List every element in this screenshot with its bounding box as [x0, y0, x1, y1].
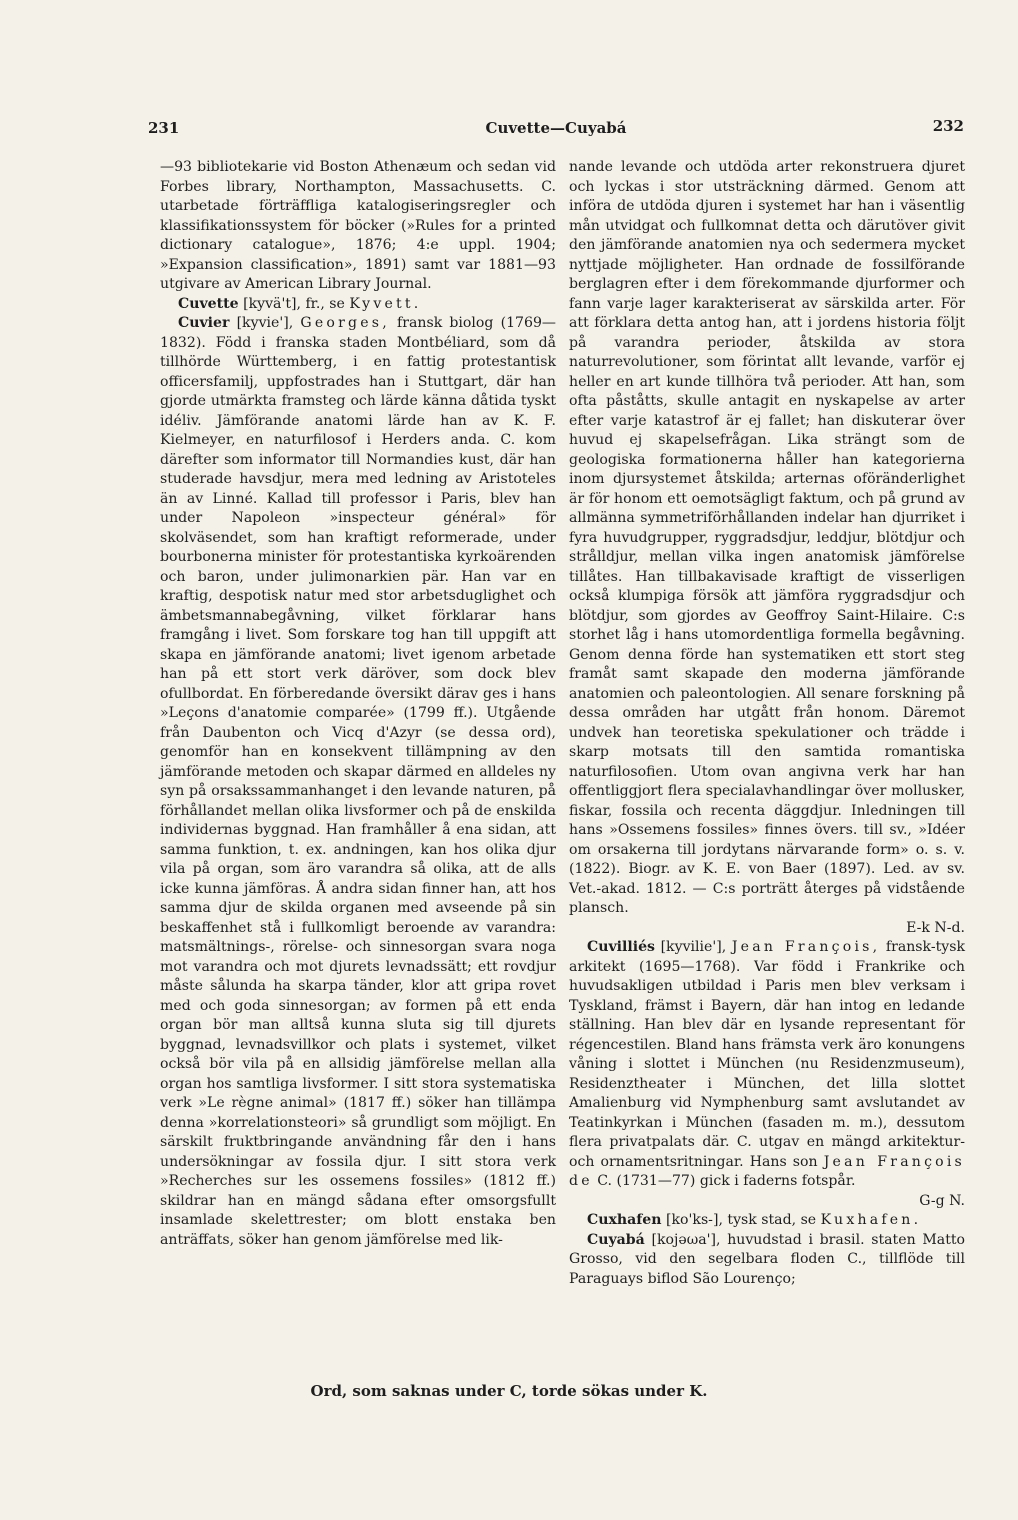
- entry-cuxhafen: [569, 1211, 965, 1231]
- cuvillies-text: fransk-tysk arkitekt (1695—1768). Var född i Frankrike och huvudsakligen utbildad i Paris men blev verksam i Tyskland, främst i Bayern, där han intog en ledande ställning. Han blev där en lysande representant för régencestilen. Bland hans främsta verk äro konungens våning i slottet i München (nu Residenzmuseum), Residenztheater i München, det lilla slottet Amalienburg vid Nymphenburg samt avslutandet av Teatinkyrkan i München (fasaden m. m.), dessutom flera privatpalats där. C. utgav en mängd arkitektur- och ornamentsritningar. Hans son: [569, 939, 965, 1170]
- cuvette-text: [kyvä't], fr., se: [243, 295, 345, 312]
- cuvier-text: fransk biolog (1769—1832). Född i franska staden Montbéliard, som då tillhörde Württemberg, i en fattig protestantisk officersfamilj, uppfostrades han i Stuttgart, där han gjorde utmärkta framsteg och lärde känna dåtida tyskt idéliv. Jämförande anatomi lärde han av K. F. Kielmeyer, en naturfilosof i Herders anda. C. kom därefter som informator till Normandies kust, där han studerade havsdjur, mera med ledning av Aristoteles än av Linné. Kallad till professor i Paris, blev han under Napoleon »inspecteur général» för skolväsendet, som han kraftigt reformerade, under bourbonerna minister för protestantiska kyrkoärenden och baron, under julimonarkien pär. Han var en kraftig, despotisk natur med stor arbetsduglighet och ämbetsmannabegåvning, vilket förklarar hans framgång i livet. Som forskare tog han till uppgift att skapa en jämförande anatomi; livet igenom arbetade han på ett stort verk däröver, som dock blev ofullbordat. En förberedande översikt därav ges i hans »Leçons d'anatomie comparée» (1799 ff.). Utgående från Daubenton och Vicq d'Azyr (se dessa ord), genomför han en konsekvent tillämpning av den jämförande metoden och skapar därmed en alldeles ny syn på orsakssammanhanget i den levande naturen, på förhållandet mellan olika livsformer och på de enskilda individernas byggnad. Han framhåller å ena sidan, att samma funktion, t. ex. andningen, kan hos olika djur vila på organ, som äro varandra så olika, att de alls icke kunna jämföras. Å andra sidan finner han, att hos samma djur de skilda organen med avseende på sin beskaffenhet stå i fullkomligt beroende av varandra: matsmältnings-, rörelse- och sinnesorgan svara noga mot varandra och mot djurets levnadssätt; ett rovdjur måste sålunda ha skarpa tänder, klor att gripa rovet med och goda sinnesorgan; av formen på ett enda organ bör man alltså kunna sluta sig till djurets byggnad, levnadsvillkor och plats i systemet, vilket också bör vila på en allsidig jämförelse mellan alla organ hos samtliga livsformer. I sitt stora systematiska verk »Le règne animal» (1817 ff.) söker han tillämpa denna »korrelationsteori» så grundligt som möjligt. En särskilt fruktbringande användning får den i hans undersökningar av fossila djur. I sitt stora verk »Recherches sur les ossemens fossiles» (1812 ff.) skildrar han en mängd sådana efter omsorgsfullt insamlade skelettrester; om blott enstaka ben anträffats, söker han genom jämförelse med lik-: [160, 315, 557, 1248]
- entry-cuyaba: [569, 1231, 965, 1290]
- cuvier-author-signature: E-k N-d.: [906, 919, 965, 936]
- cuyaba-text: [kojəωa'], huvudstad i brasil. staten Matto Grosso, vid den segelbara floden C., tillflöde till Paraguays biflod São Lourenço;: [569, 1231, 966, 1287]
- library-entry-continuation: —93 bibliotekarie vid Boston Athenæum och sedan vid Forbes library, Northampton, Massachusetts. C. utarbetade förträffliga katalogiseringsregler och klassifikationssystem för böcker (»Rules for a printed dictionary catalogue», 1876; 4:e uppl. 1904; »Expansion classification», 1891) samt var 1881—93 utgivare av American Library Journal.: [160, 159, 556, 292]
- cuxhafen-text: [ko'ks-], tysk stad, se: [666, 1212, 817, 1228]
- page-number-left: 231: [148, 119, 180, 137]
- cuvette-cross-reference: Kyvett.: [349, 295, 422, 312]
- headword-cuxhafen: Cuxhafen: [587, 1212, 662, 1228]
- left-column: [160, 158, 556, 1250]
- cuvillies-given-name: Jean François,: [731, 939, 881, 955]
- cuvillies-son-name: Jean François de: [569, 1153, 965, 1189]
- cuvillies-pronunciation: [kyvilie'],: [660, 939, 727, 955]
- entry-cuvette: [160, 295, 556, 315]
- page-header: [148, 117, 964, 141]
- running-title: Cuvette—Cuyabá: [485, 119, 627, 137]
- headword-cuyaba: Cuyabá: [587, 1231, 645, 1248]
- cuvillies-author-signature: G-g N.: [919, 1192, 965, 1209]
- headword-cuvier: Cuvier: [178, 315, 230, 331]
- entry-cuvillies: [569, 938, 965, 1211]
- footer-note: Ord, som saknas under C, torde sökas under K.: [310, 1382, 708, 1400]
- headword-cuvillies: Cuvilliés: [587, 939, 655, 955]
- page-number-right: 232: [932, 117, 964, 135]
- cuvillies-text-end: C. (1731—77) gick i faderns fotspår.: [597, 1173, 856, 1189]
- cuvier-given-name: Georges,: [300, 315, 390, 331]
- right-column: [569, 158, 965, 1289]
- entry-cuvier: [160, 314, 556, 1250]
- cuvier-continuation-text: nande levande och utdöda arter rekonstruera djuret och lyckas i stor utsträckning därmed. Genom att införa de utdöda djuren i systemet har han i väsentlig mån utvidgat och fullkomnat detta och därutöver givit den jämförande anatomien nya och sedermera mycket nyttjade möjligheter. Han ordnade de fossilförande berglagren efter i dem förekommande djurformer och fann varje lager karakteriserat av särskilda arter. För att förklara detta antog han, att i jordens historia följt på varandra perioder, åtskilda av stora naturrevolutioner, som förintat allt levande, varför ej heller en art kunde tillhöra två perioder. Att han, som ofta påståtts, skulle antagit en nyskapelse av arter efter varje katastrof är ej fallet; han diskuterar över huvud ej skapelsefrågan. Lika strängt som de geologiska formationerna håller han kategorierna inom djursystemet åtskilda; arternas oföränderlighet är för honom ett oemotsägligt faktum, och på grund av allmänna symmetriförhållanden indelar han djurriket i fyra huvudgrupper, ryggradsdjur, leddjur, blötdjur och strålldjur, mellan vilka ingen anatomisk jämförelse tillåtes. Han tillbakavisade kraftigt de visserligen också klumpiga försök att jämföra ryggradsdjur och blötdjur, som gjordes av Geoffroy Saint-Hilaire. C:s storhet låg i hans utomordentliga formella begåvning. Genom denna förde han systematiken ett stort steg framåt samt skapade den moderna jämförande anatomien och paleontologien. All senare forskning på dessa områden har utgått från honom. Däremot undvek han teoretiska spekulationer och trädde i skarp motsats till den samtida romantiska naturfilosofien. Utom ovan angivna verk har han offentliggjort flera specialavhandlingar över mollusker, fiskar, fossila och recenta däggdjur. Inledningen till hans »Ossemens fossiles» finnes övers. till sv., »Idéer om orsakerna till jordytans närvarande form» o. s. v. (1822). Biogr. av K. E. von Baer (1897). Led. av sv. Vet.-akad. 1812. — C:s porträtt återges på vidstående plansch.: [569, 159, 965, 916]
- headword-cuvette: Cuvette: [178, 295, 239, 312]
- cuvier-entry-continuation: [569, 158, 965, 938]
- cuvier-pronunciation: [kyvie'],: [236, 315, 294, 331]
- cuxhafen-cross-reference: Kuxhafen.: [820, 1212, 922, 1228]
